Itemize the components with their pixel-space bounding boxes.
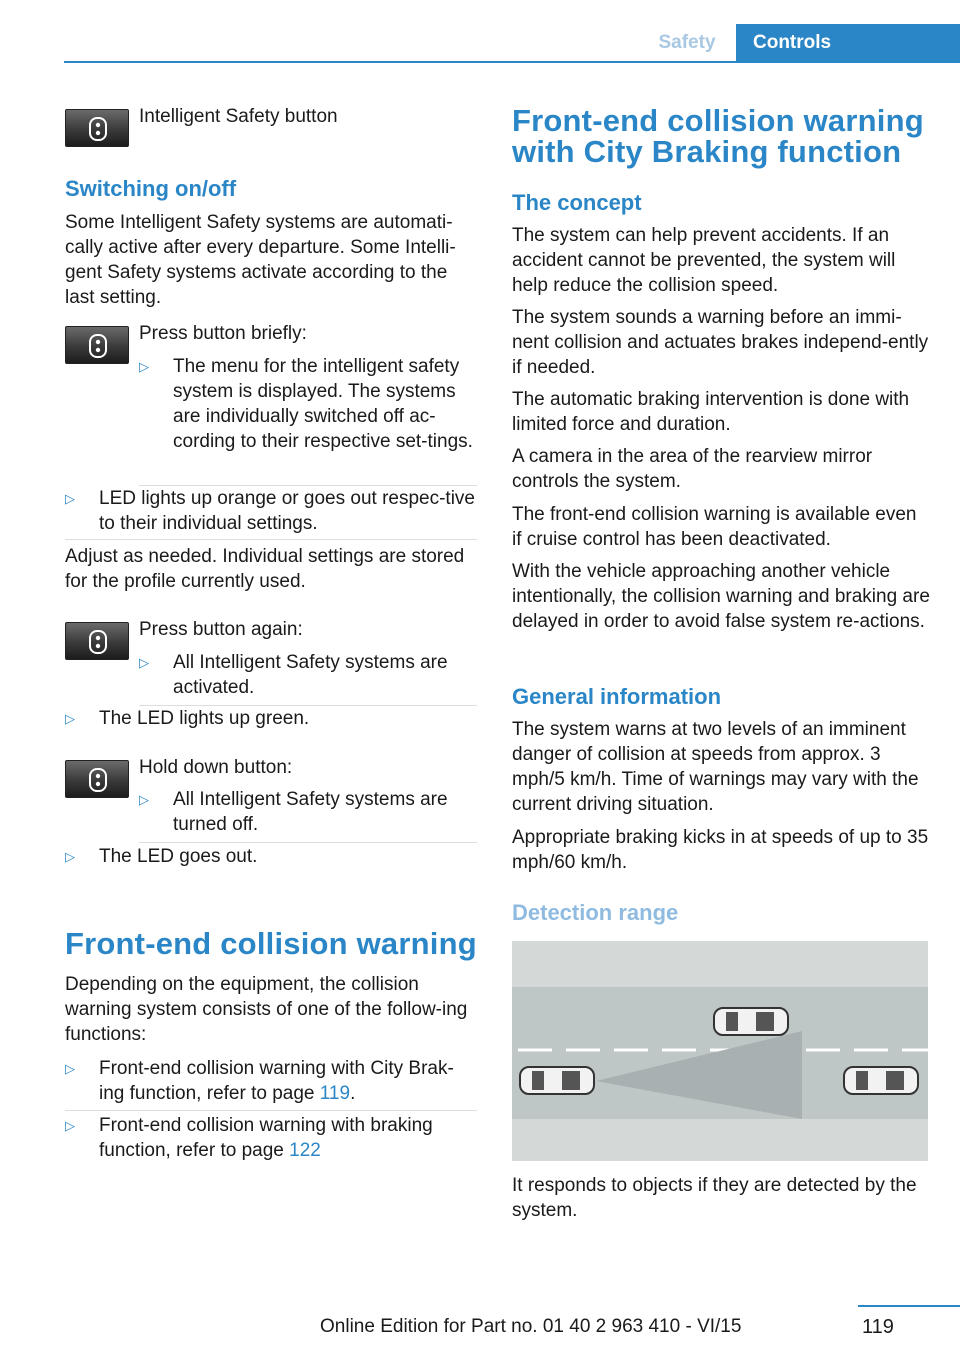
concept-p3: The automatic braking intervention is done with limited force and duration. — [512, 389, 910, 435]
tab-controls[interactable]: Controls — [736, 24, 960, 62]
list-item-text: LED lights up orange or goes out respec-tive to their individual settings. — [99, 488, 475, 534]
adjust-text: Adjust as needed. Individual settings are stored for the profile currently used. — [65, 546, 465, 592]
bullet-triangle-icon: ▷ — [139, 792, 149, 807]
divider — [139, 842, 477, 843]
concept-p1: The system can help prevent accidents. If an accident cannot be prevented, the system will help reduce the collision speed. — [512, 225, 896, 296]
concept-title: The concept — [512, 190, 642, 215]
right-title-line1: Front-end collision warning — [512, 103, 924, 138]
list-item-text: The menu for the intelligent safety system is displayed. The systems are individually switched off ac-cording to their respective set-tings. — [173, 356, 473, 452]
intelligent-safety-icon — [86, 768, 110, 792]
button-caption: Intelligent Safety button — [139, 106, 338, 127]
car-ahead-icon — [714, 1008, 788, 1035]
bullet-triangle-icon: ▷ — [139, 655, 149, 670]
press-again-label: Press button again: — [139, 619, 303, 640]
bullet-triangle-icon: ▷ — [65, 491, 75, 506]
intelligent-safety-button-image — [65, 109, 129, 147]
list-item-text: All Intelligent Safety systems are turned off. — [173, 789, 448, 835]
switching-title: Switching on/off — [65, 176, 237, 201]
press-again-button-image — [65, 622, 129, 660]
general-title: General information — [512, 684, 722, 709]
divider — [65, 539, 477, 540]
list-item-text: The LED lights up green. — [99, 708, 310, 729]
edition-footer: Online Edition for Part no. 01 40 2 963 410 - VI/15 — [320, 1316, 742, 1337]
concept-p5: The front-end collision warning is available even if cruise control has been deactivated. — [512, 504, 917, 550]
intelligent-safety-icon — [86, 117, 110, 141]
right-title-line2: with City Braking function — [512, 134, 902, 169]
press-briefly-label: Press button briefly: — [139, 323, 307, 344]
intelligent-safety-icon — [86, 630, 110, 654]
list-item-text: The LED goes out. — [99, 846, 258, 867]
page-link-122[interactable]: 122 — [289, 1140, 321, 1161]
general-p1: The system warns at two levels of an imminent danger of collision at speeds from approx. 3 mph/5 km/h. Time of warnings may vary with the current driving situation. — [512, 719, 919, 815]
concept-p4: A camera in the area of the rearview mirror controls the system. — [512, 446, 873, 492]
car-same-lane-icon — [844, 1067, 918, 1094]
fcw-title: Front-end collision warning — [65, 926, 477, 961]
footer-rule — [858, 1305, 960, 1307]
list-item-text: Front-end collision warning with City Brak-ing function, refer to page 119. — [99, 1058, 454, 1104]
press-briefly-button-image — [65, 326, 129, 364]
header-tabs — [638, 24, 960, 62]
page-number: 119 — [862, 1316, 894, 1338]
header-rule — [64, 61, 960, 63]
detection-text: It responds to objects if they are detected by the system. — [512, 1175, 917, 1221]
divider — [65, 1110, 477, 1111]
switching-text: Some Intelligent Safety systems are automati-cally active after every departure. Some Intelli-gent Safety systems activate according to the last setting. — [65, 212, 456, 308]
concept-p6: With the vehicle approaching another vehicle intentionally, the collision warning and braking are delayed in order to avoid false system re-actions. — [512, 561, 930, 632]
tab-safety[interactable]: Safety — [658, 32, 716, 53]
bullet-triangle-icon: ▷ — [65, 711, 75, 726]
bullet-triangle-icon: ▷ — [139, 359, 149, 374]
detection-title: Detection range — [512, 900, 679, 925]
list-item-text: Front-end collision warning with braking function, refer to page 122 — [99, 1115, 433, 1161]
hold-down-label: Hold down button: — [139, 757, 293, 778]
page-link-119[interactable]: 119 — [319, 1083, 351, 1104]
list-item-text: All Intelligent Safety systems are activated. — [173, 652, 448, 698]
fcw-text: Depending on the equipment, the collision warning system consists of one of the follow-ing functions: — [65, 974, 468, 1045]
bullet-triangle-icon: ▷ — [65, 1118, 75, 1133]
bullet-triangle-icon: ▷ — [65, 1061, 75, 1076]
car-ego-icon — [520, 1067, 594, 1094]
general-p2: Appropriate braking kicks in at speeds of up to 35 mph/60 km/h. — [512, 827, 929, 873]
concept-p2: The system sounds a warning before an immi-nent collision and actuates brakes independ-ently if needed. — [512, 307, 929, 378]
hold-down-button-image — [65, 760, 129, 798]
detection-range-illustration — [512, 941, 928, 1161]
intelligent-safety-icon — [86, 334, 110, 358]
bullet-triangle-icon: ▷ — [65, 849, 75, 864]
